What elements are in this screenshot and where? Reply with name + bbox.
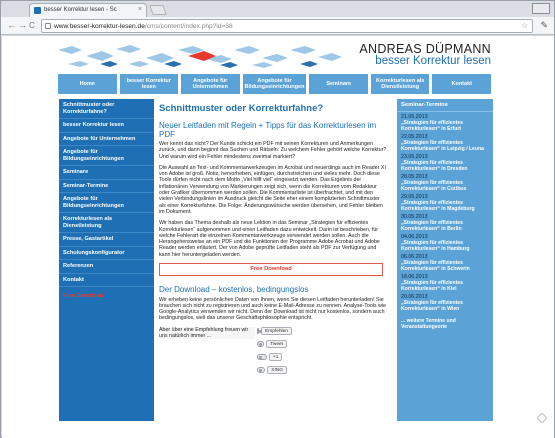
gplus-share[interactable]	[257, 353, 287, 362]
website	[56, 36, 493, 438]
url-host: www.besser-korrektur-lesen.de	[54, 23, 145, 30]
event-title[interactable]: „Strategien für effizientes Korrekturlesen“ in Erfurt	[401, 120, 463, 132]
back-icon[interactable]: ←	[7, 20, 16, 30]
event-item[interactable]	[397, 292, 493, 312]
fish-banner-logo	[56, 40, 356, 70]
browser-toolbar	[1, 17, 554, 35]
top-navigation	[56, 74, 493, 94]
reload-icon[interactable]: C	[29, 21, 35, 30]
event-date: 06.06.2013	[401, 254, 428, 260]
more-dates-link[interactable]: ... weitere Termine und Veranstaltungsorte	[401, 318, 456, 330]
favicon-icon	[34, 7, 41, 14]
tab-title: besser Korrektur lesen - Sc	[44, 7, 117, 13]
sidebar-item-schulungskonfigurator[interactable]: Schulungskonfigurator	[59, 247, 154, 261]
sidebar-free-download-link[interactable]: Free Download	[63, 293, 104, 299]
toggle-switch-icon[interactable]	[257, 328, 259, 334]
browser-tab[interactable]	[29, 3, 147, 17]
event-item[interactable]	[397, 172, 493, 192]
paragraph-download: Wir erheben keine persönlichen Daten von Ihnen, wenn Sie diesen Leitfaden herunterladen! Sie brauchen sich nicht zu registrieren und auch keine E-Mail-Adresse zu nennen. Analyse-Tools wie Google-Analytics verwenden wir nicht. Denn der Download ist nicht nur kostenlos, sondern auch bedingungslos, weil das unserer Geschäftsphilosophie entspricht.	[159, 296, 387, 322]
window-control-button[interactable]	[532, 3, 550, 14]
url-path: /cms/content/index.php?id=38	[144, 23, 233, 30]
event-title[interactable]: „Strategien für effizientes Korrekturlesen“ in Berlin	[401, 220, 463, 232]
event-item[interactable]	[397, 152, 493, 172]
wrench-icon[interactable]: ✎	[540, 20, 548, 30]
tab-strip	[1, 1, 554, 17]
event-item[interactable]	[397, 212, 493, 232]
free-download-button[interactable]: Free Download	[159, 263, 383, 276]
site-header	[56, 36, 493, 74]
nav-dienstleistung[interactable]: Korrekturlesen als Dienstleistung	[371, 74, 430, 94]
page-icon	[45, 23, 51, 29]
sidebar-item-presse[interactable]: Presse, Gastartikel	[59, 233, 154, 247]
seminar-dates-panel	[397, 99, 493, 421]
sidebar-item-kontakt[interactable]: Kontakt	[59, 274, 154, 288]
event-title[interactable]: „Strategien für effizientes Korrekturlesen“ in Kiel	[401, 280, 463, 292]
tweet-button[interactable]: Tweet	[266, 340, 287, 348]
nav-kontakt[interactable]: Kontakt	[432, 74, 491, 94]
twitter-share[interactable]	[257, 340, 287, 349]
page-viewport	[2, 36, 554, 438]
event-item[interactable]	[397, 192, 493, 212]
sidebar-item-seminare[interactable]: Seminare	[59, 166, 154, 180]
paragraph-tools: Die Auswahl an Text- und Kommentarwerkzeugen im Acrobat und neuerdings auch im Reader XI von Adobe ist groß. Notiz, hervorheben, einfügen, durchstreichen und vieles mehr. Doch diese Tools dürfen nicht nach dem Motto „Viel hilft viel“ eingesetzt werden. Das Ergebnis der inflationären Verwendung von Markierungen zeigt sich, wenn die Korrekturen vom Redakteur oder Grafiker übernommen werden sollen. Die Kommentarliste ist überfrachtet, und mit den vielen Verbindungslinien im Ausdruck gleicht die Seite eher einem komplizierten Schnittmuster als einer Korrekturfahne. Die Folge: Änderungswünsche werden übersehen, und Fehler bleiben im Dokument.	[159, 164, 386, 215]
bookmark-star-icon[interactable]: ☆	[520, 21, 528, 30]
event-date: 21.05.2013	[401, 114, 428, 120]
facebook-share[interactable]	[257, 327, 287, 336]
brand-tagline: besser Korrektur lesen	[375, 55, 491, 67]
address-bar[interactable]	[41, 19, 533, 33]
nav-angebote-unternehmen[interactable]: Angebote für Unternehmen	[181, 74, 240, 94]
sidebar-item-referenzen[interactable]: Referenzen	[59, 260, 154, 274]
toggle-switch-icon[interactable]	[257, 341, 264, 347]
nav-besser-korrektur-lesen[interactable]: besser Korrektur lesen	[120, 74, 179, 94]
event-date: 20.06.2013	[401, 294, 428, 300]
event-date: 23.05.2013	[401, 154, 428, 160]
section-heading-leitfaden: Neuer Leitfaden mit Regeln + Tipps für das Korrekturlesen im PDF	[159, 121, 377, 139]
page-title: Schnittmuster oder Korrekturfahne?	[159, 103, 324, 114]
nav-home[interactable]: Home	[58, 74, 117, 94]
event-item[interactable]	[397, 232, 493, 252]
event-date: 29.05.2013	[401, 194, 428, 200]
plus-one-button[interactable]: +1	[269, 353, 282, 361]
xing-button[interactable]: XING	[267, 366, 287, 374]
event-title[interactable]: „Strategien für effizientes Korrekturlesen“ in Schwerin	[401, 260, 470, 272]
share-text: Aber über eine Empfehlung freuen wir uns natürlich immer ...	[159, 327, 255, 340]
xing-share[interactable]	[257, 366, 287, 375]
sidebar-item-bildungseinrichtungen-2[interactable]: Angebote für Bildungseinrichtungen	[59, 193, 154, 213]
sidebar-item-unternehmen[interactable]: Angebote für Unternehmen	[59, 133, 154, 147]
sidebar-item-bildungseinrichtungen[interactable]: Angebote für Bildungseinrichtungen	[59, 146, 154, 166]
sidebar-item-dienstleistung[interactable]: Korrekturlesen als Dienstleistung	[59, 213, 154, 233]
social-share-box	[159, 327, 383, 389]
event-item[interactable]	[397, 252, 493, 272]
scroll-indicator-icon	[536, 412, 547, 423]
sidebar-item-schnittmuster[interactable]: Schnittmuster oder Korrekturfahne?	[59, 99, 154, 119]
nav-angebote-bildungseinrichtungen[interactable]: Angebote für Bildungseinrichtungen	[243, 74, 307, 94]
event-date: 18.06.2013	[401, 274, 428, 280]
brand-name: ANDREAS DÜPMANN	[359, 42, 491, 56]
panel-title: Seminar-Termine	[397, 99, 493, 112]
sidebar-item-besser-korrektur-lesen[interactable]: besser Korrektur lesen	[59, 119, 154, 133]
event-title[interactable]: „Strategien für effizientes Korrekturlesen“ in Leipzig / Leuna	[401, 140, 484, 152]
event-date: 04.06.2013	[401, 234, 428, 240]
event-date: 28.05.2013	[401, 174, 428, 180]
close-tab-icon[interactable]: ×	[137, 6, 142, 13]
main-content	[159, 99, 387, 438]
paragraph-seminar: Wir haben das Thema deshalb als neue Lektion in das Seminar „Strategien für effizientes Korrekturlesen“ aufgenommen und einen Leitfaden dazu entwickelt. Darin ist beschrieben, für welche Fehlerart die einzelnen Kommentarwerkzeuge verwendet werden sollen. Auch die Herangehensweise an ein PDF und die Funktionen der Programme Adobe Acrobat und Adobe Reader werden erläutert. Der von Adobe geprüfte Leitfaden steht als PDF zur Verfügung und kann hier heruntergeladen werden.	[159, 220, 380, 258]
new-tab-button[interactable]	[149, 5, 167, 15]
event-item[interactable]	[397, 112, 493, 132]
event-title[interactable]: „Strategien für effizientes Korrekturlesen“ in Wien	[401, 300, 463, 312]
toggle-switch-icon[interactable]	[257, 354, 267, 360]
toggle-switch-icon[interactable]	[257, 367, 265, 373]
nav-seminare[interactable]: Seminare	[309, 74, 368, 94]
sidebar	[59, 99, 154, 421]
sidebar-item-seminar-termine[interactable]: Seminar-Termine	[59, 180, 154, 194]
event-title[interactable]: „Strategien für effizientes Korrekturlesen“ in Cottbus	[401, 180, 467, 192]
section-heading-download: Der Download – kostenlos, bedingungslos	[159, 285, 309, 295]
event-date: 22.05.2013	[401, 134, 428, 140]
event-date: 30.05.2013	[401, 214, 428, 220]
paragraph-intro: Wer kennt das nicht? Der Kunde schickt ein PDF mit seinen Korrekturen und Anmerkungen zurück, und dann beginnt das Suchen und Rätseln: Zu welchem Fehler gehört welche Korrektur? Und warum wird ein Fehler mindestens zweimal markiert?	[159, 141, 387, 160]
event-item[interactable]	[397, 272, 493, 292]
event-title[interactable]: „Strategien für effizientes Korrekturlesen“ in Hamburg	[401, 240, 470, 252]
forward-icon[interactable]: →	[18, 20, 27, 30]
event-title[interactable]: „Strategien für effizientes Korrekturlesen“ in Dresden	[401, 160, 468, 172]
facebook-like-button[interactable]: Empfehlen	[261, 327, 292, 335]
event-title[interactable]: „Strategien für effizientes Korrekturlesen“ in Magdeburg	[401, 200, 475, 212]
event-item[interactable]	[397, 132, 493, 152]
